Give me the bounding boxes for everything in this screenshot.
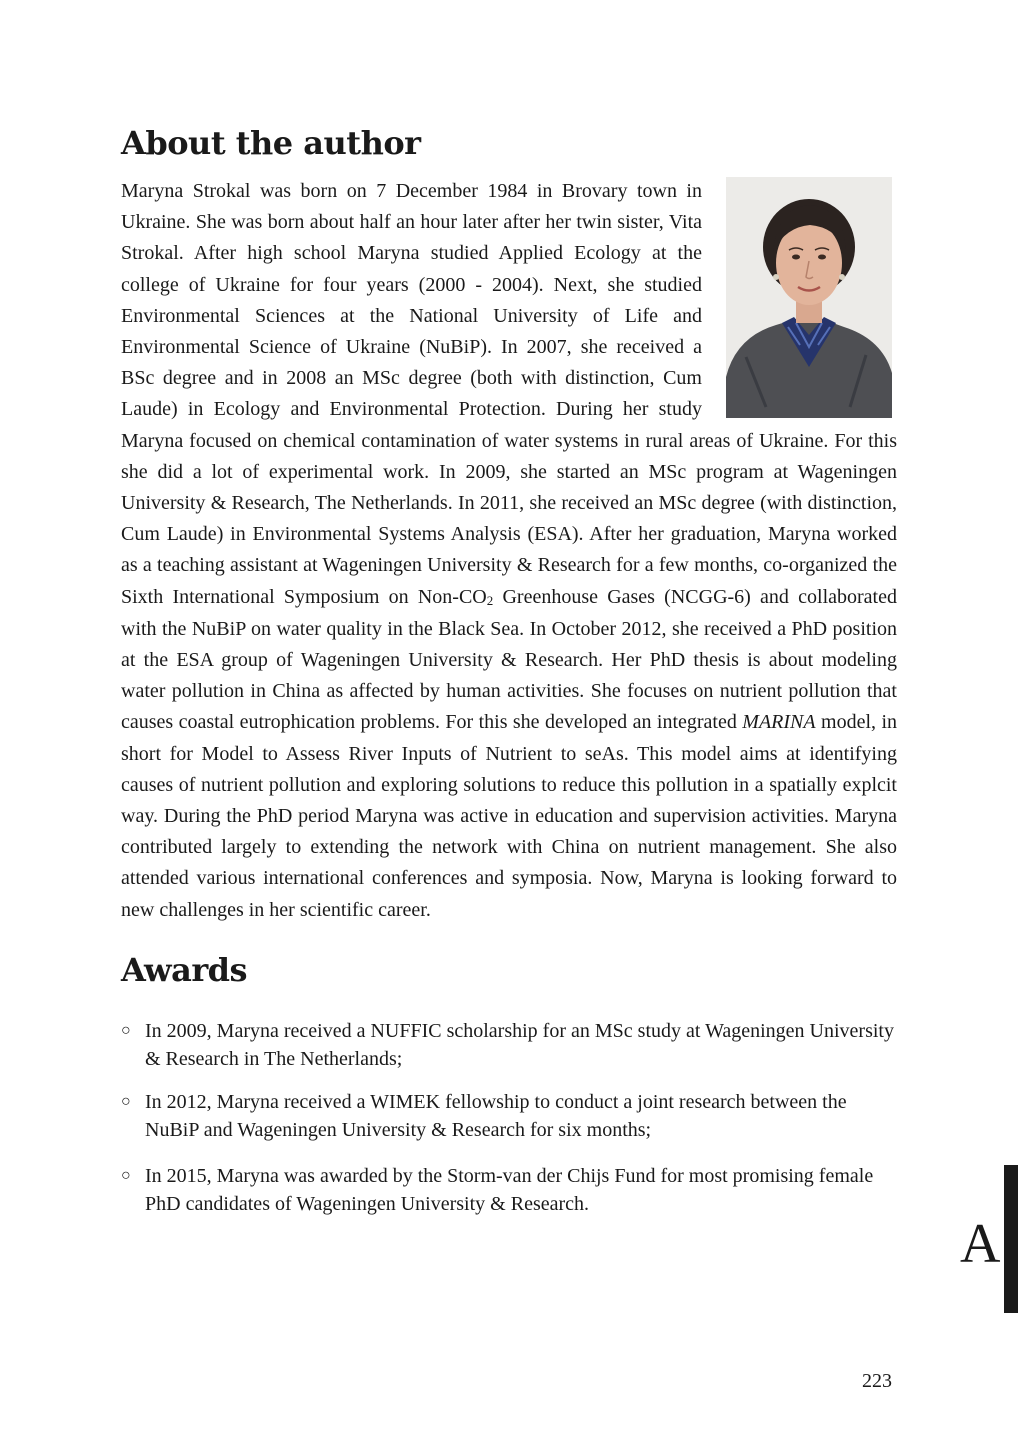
bio-text-part-2: Greenhouse Gases (NCGG-6) and collaborated with the NuBiP on water quality in the Black Sea. In October 2012, she received a PhD position at the ESA group of Wageningen University & Research. Her PhD thesis is about modeling water pollution in China as affected by human activities. She focuses on nutrient pollution that causes coastal eutrophication problems. For this she developed an integrated bbox=[121, 585, 897, 734]
bullet-circle-icon: ○ bbox=[121, 1021, 131, 1039]
co2-subscript: 2 bbox=[486, 592, 494, 608]
chapter-thumb-tab bbox=[1004, 1165, 1018, 1313]
section-heading-about: About the author bbox=[121, 124, 421, 162]
author-photo bbox=[726, 177, 892, 418]
bullet-circle-icon: ○ bbox=[121, 1092, 131, 1110]
model-name: MARINA bbox=[742, 711, 816, 734]
page-content bbox=[121, 118, 897, 1232]
list-item bbox=[121, 1162, 897, 1219]
section-heading-awards: Awards bbox=[121, 950, 248, 989]
list-item bbox=[121, 1088, 897, 1145]
bio-text-part-3: model, in short for Model to Assess River Inputs of Nutrient to seAs. This model aims at identifying causes of nutrient pollution and exploring solutions to reduce this pollution in a spatially explcit way. During the PhD period Maryna was active in education and supervision activities. Maryna contributed largely to extending the network with China on nutrient management. She also attended various international conferences and symposia. Now, Maryna is looking forward to new challenges in her scientific career. bbox=[121, 711, 898, 921]
chapter-letter: A bbox=[960, 1213, 1001, 1275]
page-number: 223 bbox=[862, 1370, 892, 1392]
author-portrait-illustration bbox=[726, 177, 892, 418]
award-text: In 2012, Maryna received a WIMEK fellowship to conduct a joint research between the NuBiP and Wageningen University & Research for six months; bbox=[145, 1090, 847, 1142]
list-item bbox=[121, 1017, 897, 1074]
author-bio bbox=[121, 176, 897, 926]
award-text: In 2015, Maryna was awarded by the Storm-van der Chijs Fund for most promising female PhD candidates of Wageningen University & Research. bbox=[145, 1164, 874, 1216]
bullet-circle-icon: ○ bbox=[121, 1166, 131, 1184]
awards-list bbox=[121, 1017, 897, 1219]
bio-text-part-1: Maryna Strokal was born on 7 December 1984 in Brovary town in Ukraine. She was born about half an hour later after her twin sister, Vita Strokal. After high school Maryna studied Applied Ecology at the college of Ukraine for four years (2000 - 2004). Next, she studied Environmental Sciences at the National University of Life and Environmental Science of Ukraine (NuBiP). In 2007, she received a BSc degree and in 2008 an MSc degree (both with distinction, Cum Laude) in Ecology and Environmental Protection. During her study Maryna focused on chemical contamination of water systems in rural areas of Ukraine. For this she did a lot of experimental work. In 2009, she started an MSc program at Wageningen University & Research, The Netherlands. In 2011, she received an MSc degree (with distinction, Cum Laude) in Environmental Systems Analysis (ESA). After her graduation, Maryna worked as a teaching assistant at Wageningen University & Research for a few months, co-organized the Sixth International Symposium on Non-CO bbox=[121, 180, 897, 608]
award-text: In 2009, Maryna received a NUFFIC scholarship for an MSc study at Wageningen University & Research in The Netherlands; bbox=[145, 1019, 894, 1071]
